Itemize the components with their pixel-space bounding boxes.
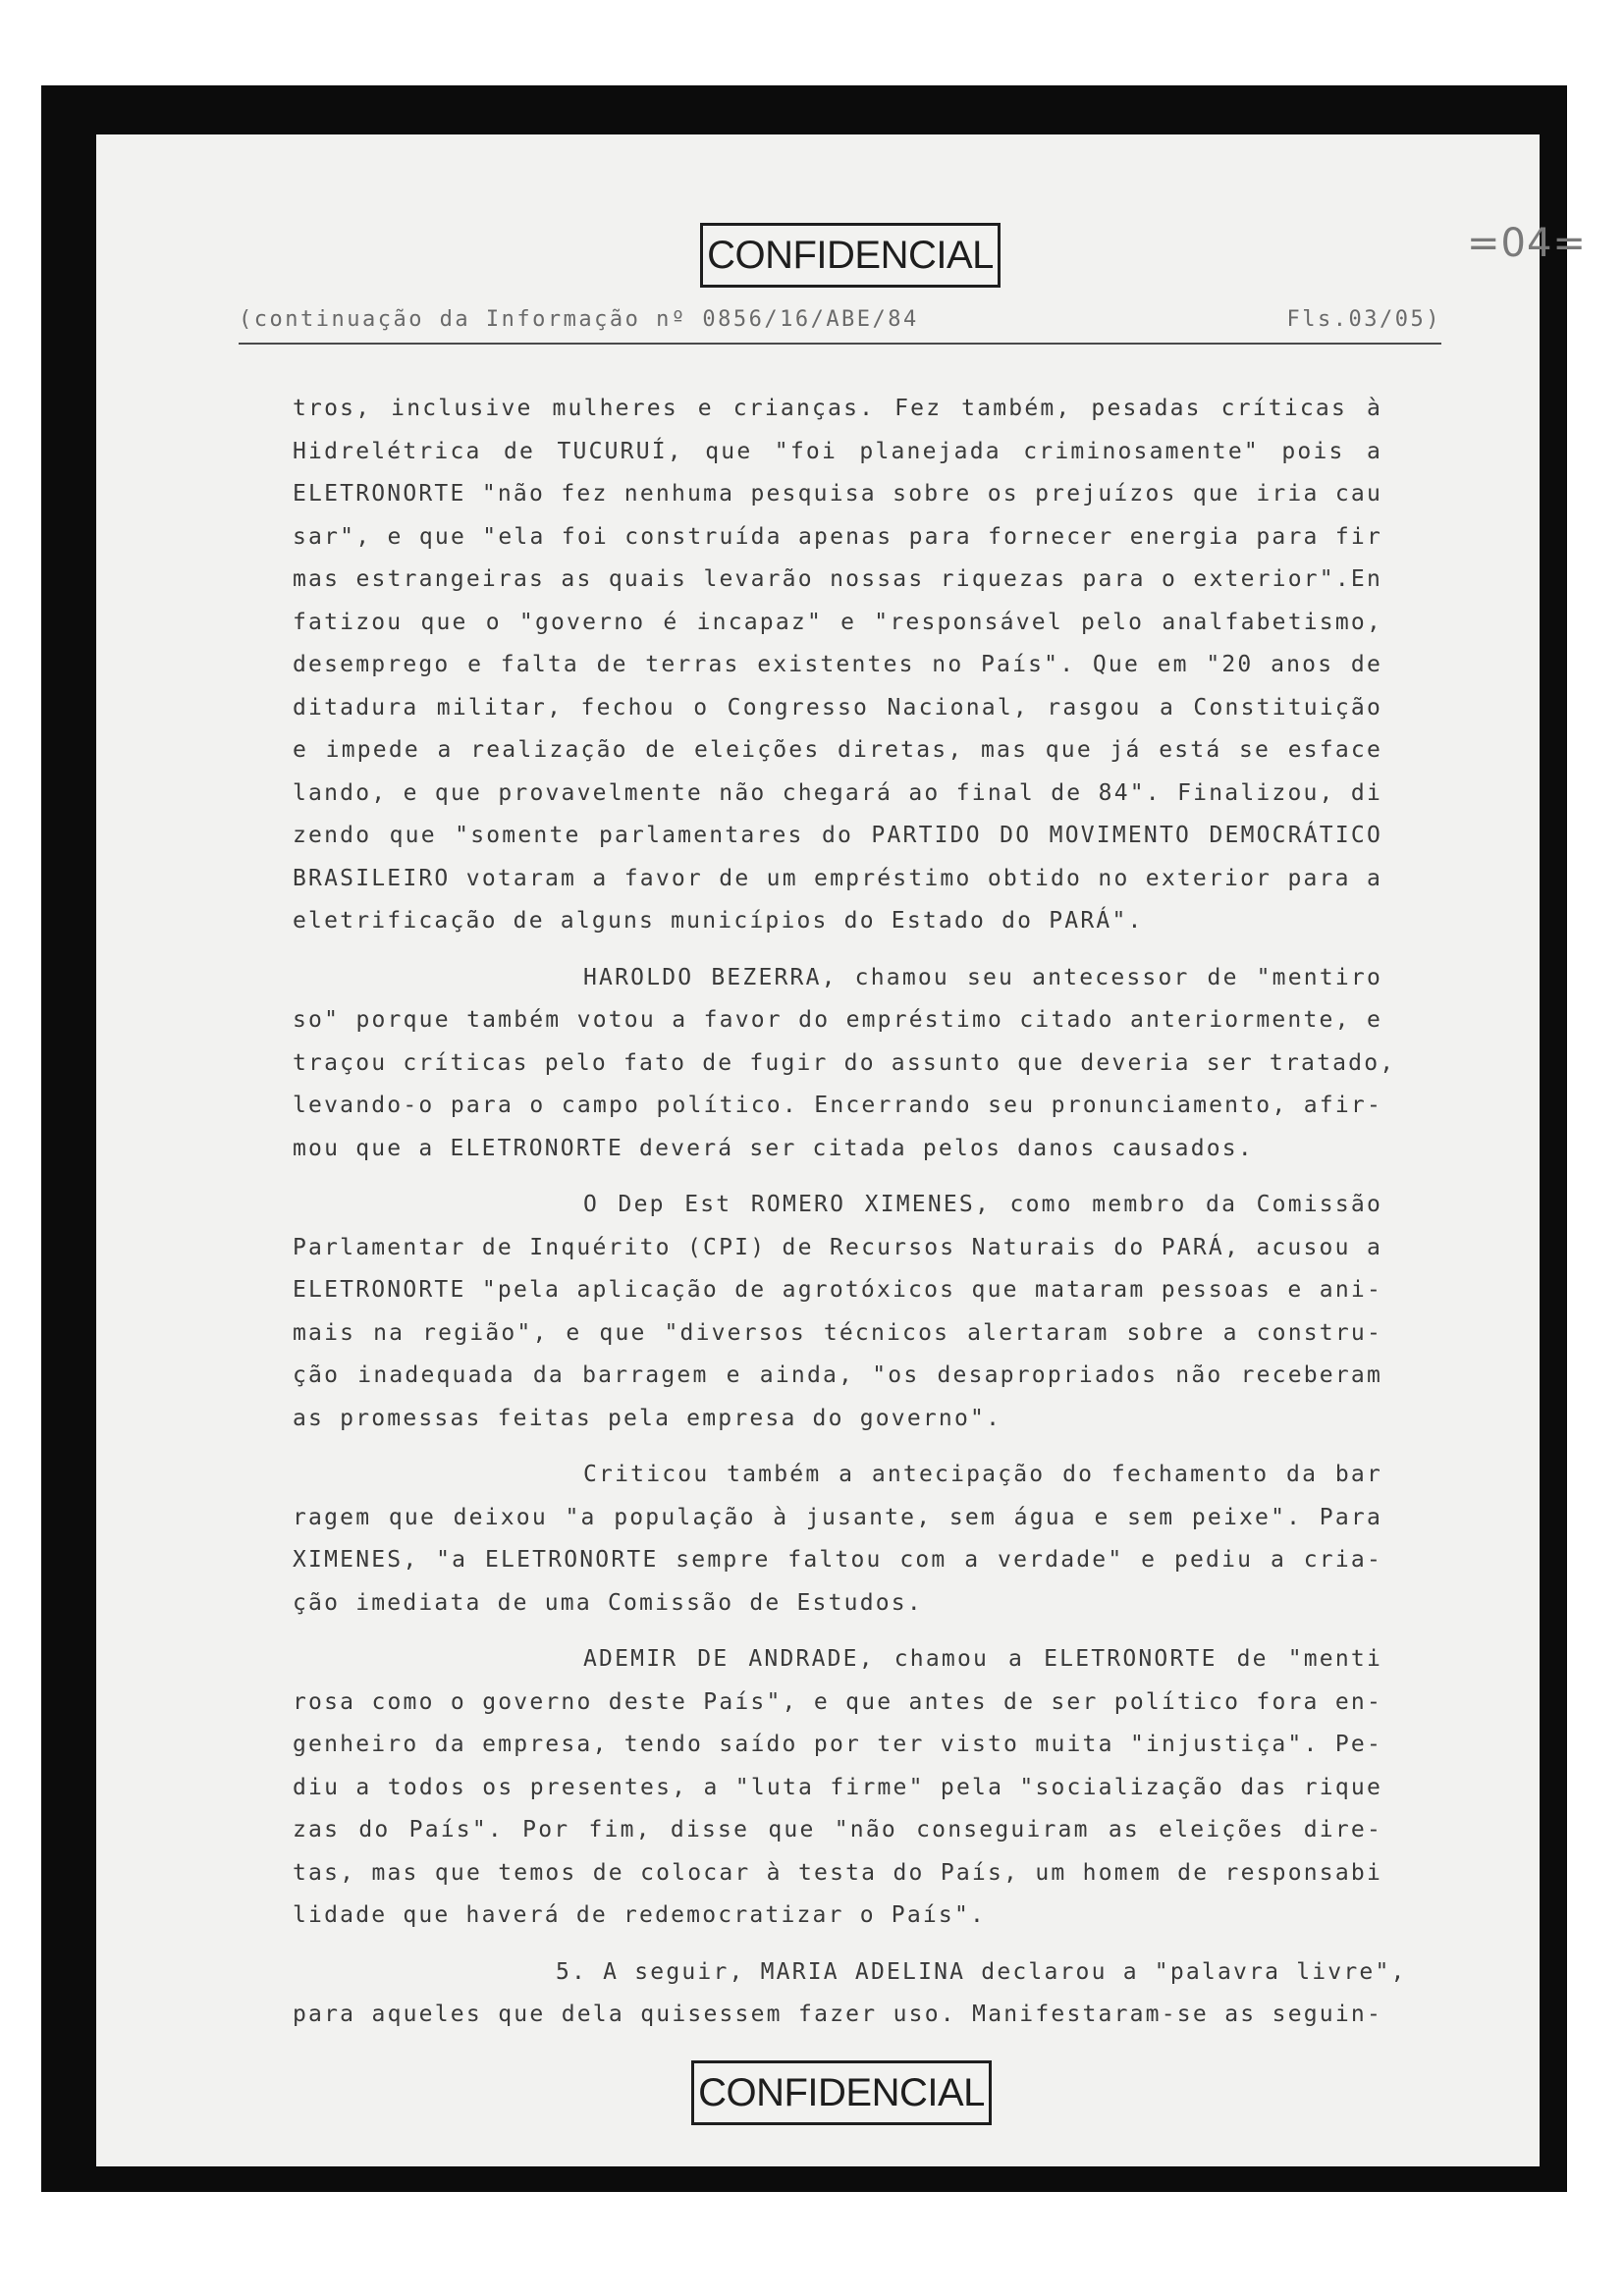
text-line: ção imediata de uma Comissão de Estudos. [293, 1589, 923, 1616]
paragraph-gap [293, 1938, 1382, 1951]
text-line: sar", e que "ela foi construída apenas para fornecer energia para fir [293, 523, 1382, 550]
text-line: lidade que haverá de redemocratizar o País". [293, 1902, 987, 1928]
text-line: mou que a ELETRONORTE deverá ser citada pelos danos causados. [293, 1135, 1254, 1161]
text-line: O Dep Est ROMERO XIMENES, como membro da Comissão [583, 1192, 1382, 1217]
paragraph-gap [293, 1440, 1382, 1454]
text-line: ELETRONORTE "pela aplicação de agrotóxicos que mataram pessoas e ani- [293, 1277, 1382, 1303]
paragraph-6 [293, 1951, 1407, 2037]
confidential-stamp-bottom: CONFIDENCIAL [691, 2060, 992, 2125]
paragraph-3 [293, 1184, 1382, 1440]
text-line: HAROLDO BEZERRA, chamou seu antecessor de "mentiro [583, 964, 1382, 990]
text-line: ADEMIR DE ANDRADE, chamou a ELETRONORTE de "menti [583, 1646, 1382, 1672]
document-header [239, 307, 1441, 345]
text-line: para aqueles que dela quisessem fazer uso. Manifestaram-se as seguin- [293, 2002, 1382, 2027]
text-line: eletrificação de alguns municípios do Estado do PARÁ". [293, 908, 1144, 934]
header-continuation: (continuação da Informação nº 0856/16/ABE/84 [239, 307, 919, 332]
text-line: levando-o para o campo político. Encerrando seu pronunciamento, afir- [293, 1093, 1382, 1118]
text-line: Parlamentar de Inquérito (CPI) de Recursos Naturais do PARÁ, acusou a [293, 1234, 1382, 1260]
text-line: ditadura militar, fechou o Congresso Nacional, rasgou a Constituição [293, 694, 1382, 721]
text-line: as promessas feitas pela empresa do governo". [293, 1405, 1002, 1431]
document-body [293, 388, 1407, 2037]
text-line: ragem que deixou "a população à jusante, sem água e sem peixe". Para [293, 1504, 1382, 1530]
text-line: Hidrelétrica de TUCURUÍ, que "foi planejada criminosamente" pois a [293, 438, 1382, 464]
text-line: traçou críticas pelo fato de fugir do assunto que deveria ser tratado, [293, 1049, 1396, 1076]
paragraph-4 [293, 1454, 1382, 1625]
header-folio: Fls.03/05) [1286, 307, 1441, 332]
paragraph-gap [293, 1625, 1382, 1638]
text-line: rosa como o governo deste País", e que antes de ser político fora en- [293, 1688, 1382, 1715]
confidential-stamp-top: CONFIDENCIAL [700, 223, 1001, 288]
text-line: mais na região", e que "diversos técnicos alertaram sobre a constru- [293, 1319, 1382, 1346]
text-line: ção inadequada da barragem e ainda, "os desapropriados não receberam [293, 1362, 1382, 1388]
text-line: diu a todos os presentes, a "luta firme" pela "socialização das rique [293, 1774, 1382, 1800]
text-line: so" porque também votou a favor do empréstimo citado anteriormente, e [293, 1007, 1382, 1033]
text-line: XIMENES, "a ELETRONORTE sempre faltou com a verdade" e pediu a cria- [293, 1547, 1382, 1573]
paragraph-5 [293, 1638, 1382, 1938]
paragraph-gap [293, 1170, 1382, 1184]
document-page [96, 134, 1587, 2166]
text-line: zendo que "somente parlamentares do PARTIDO DO MOVIMENTO DEMOCRÁTICO [293, 823, 1382, 848]
page-mark: =04= [1467, 221, 1587, 266]
paragraph-2 [293, 957, 1396, 1171]
text-line: desemprego e falta de terras existentes no País". Que em "20 anos de [293, 652, 1382, 677]
text-line: 5. A seguir, MARIA ADELINA declarou a "palavra livre", [556, 1958, 1407, 1985]
text-line: ELETRONORTE "não fez nenhuma pesquisa sobre os prejuízos que iria cau [293, 481, 1382, 507]
text-line: fatizou que o "governo é incapaz" e "responsável pelo analfabetismo, [293, 609, 1382, 635]
text-line: tas, mas que temos de colocar à testa do País, um homem de responsabi [293, 1859, 1382, 1886]
paragraph-gap [293, 943, 1382, 957]
text-line: mas estrangeiras as quais levarão nossas riquezas para o exterior".En [293, 566, 1382, 592]
text-line: zas do País". Por fim, disse que "não conseguiram as eleições dire- [293, 1817, 1382, 1842]
text-line: BRASILEIRO votaram a favor de um empréstimo obtido no exterior para a [293, 865, 1382, 891]
text-line: lando, e que provavelmente não chegará ao final de 84". Finalizou, di [293, 779, 1382, 806]
scan-frame [41, 85, 1587, 2192]
paragraph-1 [293, 388, 1382, 943]
text-line: Criticou também a antecipação do fechamento da bar [583, 1462, 1382, 1487]
text-line: genheiro da empresa, tendo saído por ter visto muita "injustiça". Pe- [293, 1732, 1382, 1757]
text-line: e impede a realização de eleições diretas, mas que já está se esface [293, 737, 1382, 763]
text-line: tros, inclusive mulheres e crianças. Fez também, pesadas críticas à [293, 396, 1382, 421]
